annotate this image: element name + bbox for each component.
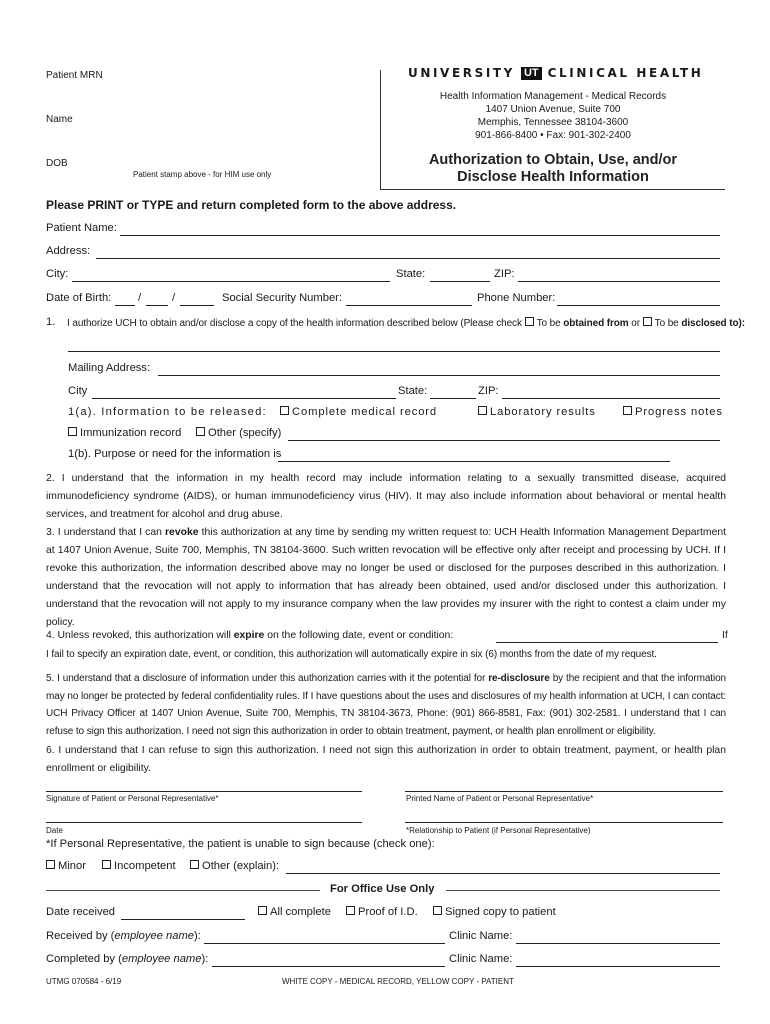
org-address-line1: 1407 Union Avenue, Suite 700 [485, 104, 621, 115]
all-complete-checkbox[interactable] [258, 906, 267, 915]
org-contact: 901-866-8400 • Fax: 901-302-2400 [475, 130, 631, 141]
recipient-city-label: City [68, 385, 88, 397]
lab-results-checkbox[interactable] [478, 406, 487, 415]
phone-field[interactable] [557, 305, 720, 306]
stamp-note: Patient stamp above - for HIM use only [133, 170, 272, 179]
other-explain-checkbox[interactable] [190, 860, 199, 869]
relationship-label: *Relationship to Patient (if Personal Representative) [406, 826, 591, 835]
recipient-city-field[interactable] [92, 398, 396, 399]
patient-name-stamp-label: Name [46, 114, 73, 125]
stamp-divider [380, 70, 381, 190]
info-released-label: 1(a). Information to be released: [68, 406, 267, 418]
other-info-option[interactable] [196, 427, 281, 439]
paragraph-3 [46, 524, 726, 632]
org-address-line2: Memphis, Tennessee 38104-3600 [477, 117, 629, 128]
expiration-field[interactable] [496, 642, 718, 643]
received-by-field[interactable] [204, 943, 445, 944]
signature-label: Signature of Patient or Personal Representative* [46, 794, 219, 803]
patient-name-field[interactable] [120, 235, 720, 236]
dob-month-field[interactable] [115, 305, 135, 306]
date-received-label: Date received [46, 906, 116, 918]
received-by-employee: employee name [114, 930, 195, 942]
other-info-checkbox[interactable] [196, 427, 205, 436]
zip-label: ZIP: [494, 268, 515, 280]
proof-id-checkbox[interactable] [346, 906, 355, 915]
form-title-line2: Disclose Health Information [457, 169, 649, 185]
mailing-address-field[interactable] [158, 375, 720, 376]
paragraph-4-if: If [722, 630, 728, 641]
paragraph-5-body: by the recipient and that the information may no longer be protected by federal confidentiality rules. If I have questions about the uses and disclosures of my health information at UCH, I can contact: UCH Privacy Officer at 1407 Union Avenue, Suite 700, Memphis, TN 38104-3673, Phone: (901) 866-8581, Fax: (901) 302-2581. I understand that I can refuse to sign this authorization. I need not sign this authorization in order to obtain treatment, payment, or health plan enrollment or eligibility. [46, 673, 726, 737]
recipient-state-label: State: [398, 385, 428, 397]
phone-label: Phone Number: [477, 292, 556, 304]
city-field[interactable] [72, 281, 390, 282]
printed-name-field[interactable] [405, 791, 723, 792]
address-label: Address: [46, 245, 91, 257]
completed-by-employee: employee name [121, 953, 202, 965]
dob-separator-1: / [138, 292, 142, 304]
uch-logo [408, 66, 726, 80]
obtain-prefix: To be [536, 318, 561, 329]
office-rule-right [446, 890, 720, 891]
minor-label: Minor [58, 860, 86, 872]
zip-field[interactable] [518, 281, 720, 282]
section1-number: 1. [46, 316, 56, 328]
signed-copy-label: Signed copy to patient [445, 906, 556, 918]
proof-id-option[interactable] [346, 906, 418, 918]
state-field[interactable] [430, 281, 490, 282]
paragraph-6: 6. I understand that I can refuse to sign this authorization. I need not sign this authorization in order to obtain treatment, payment, or health plan enrollment or eligibility. [46, 745, 726, 774]
section1-intro: I authorize UCH to obtain and/or disclose a copy of the health information described below (Please check [67, 318, 522, 329]
complete-record-checkbox[interactable] [280, 406, 289, 415]
completed-by-label [46, 953, 208, 965]
other-explain-field[interactable] [286, 873, 720, 874]
org-dept: Health Information Management - Medical Records [439, 91, 667, 102]
paragraph-4-intro: 4. Unless revoked, this authorization will [46, 630, 231, 641]
form-title [385, 152, 721, 186]
completed-by-prefix: Completed by ( [46, 953, 122, 965]
recipient-state-field[interactable] [430, 398, 476, 399]
immunization-option[interactable] [68, 427, 181, 439]
relationship-field[interactable] [405, 822, 723, 823]
paragraph-2: 2. I understand that the information in my health record may include information relating to a sexually transmitted disease, acquired immunodeficiency syndrome (AIDS), or human immunodeficiency virus (HIV). It may also include information about behavioral or mental health services, and treatment for alcohol and drug abuse. [46, 473, 726, 520]
state-label: State: [396, 268, 426, 280]
ut-logo-mark: UT [521, 67, 542, 80]
received-by-suffix: ): [194, 930, 201, 942]
progress-notes-label: Progress notes [635, 406, 723, 418]
complete-record-label: Complete medical record [292, 406, 438, 418]
recipient-zip-field[interactable] [502, 398, 720, 399]
completed-by-suffix: ): [201, 953, 209, 965]
all-complete-option[interactable] [258, 906, 331, 918]
office-use-header: For Office Use Only [330, 883, 435, 895]
clinic-name-field-2[interactable] [516, 966, 720, 967]
ssn-field[interactable] [346, 305, 472, 306]
printed-name-label: Printed Name of Patient or Personal Representative* [406, 794, 594, 803]
completed-by-field[interactable] [212, 966, 445, 967]
received-by-prefix: Received by ( [46, 930, 115, 942]
progress-notes-option[interactable] [623, 406, 723, 418]
proof-id-label: Proof of I.D. [358, 906, 418, 918]
paragraph-3-intro: 3. I understand that I can [46, 527, 162, 538]
form-id: UTMG 070584 - 6/19 [46, 977, 122, 986]
purpose-label: 1(b). Purpose or need for the information is [68, 448, 282, 460]
address-field[interactable] [96, 258, 720, 259]
dob-label: Date of Birth: [46, 292, 112, 304]
mailing-address-label: Mailing Address: [68, 362, 151, 374]
other-explain-option[interactable] [190, 860, 279, 872]
clinic-name-label-2: Clinic Name: [449, 953, 513, 965]
disclose-label: disclosed to): [681, 318, 745, 329]
date-field[interactable] [46, 822, 362, 823]
logo-university-text: UNIVERSITY [408, 66, 515, 80]
all-complete-label: All complete [270, 906, 331, 918]
signed-copy-checkbox[interactable] [433, 906, 442, 915]
section1-text [67, 317, 745, 329]
recipient-zip-label: ZIP: [478, 385, 499, 397]
disclose-prefix: To be [654, 318, 679, 329]
office-rule-left [46, 890, 320, 891]
recipient-name-field[interactable] [68, 351, 720, 352]
clinic-name-field-1[interactable] [516, 943, 720, 944]
lab-results-option[interactable] [478, 406, 596, 418]
obtain-checkbox[interactable] [525, 317, 534, 326]
minor-option[interactable] [46, 860, 86, 872]
other-explain-label: Other (explain): [202, 860, 280, 872]
or-label: or [631, 318, 640, 329]
obtain-label: obtained from [563, 318, 629, 329]
paragraph-5 [46, 670, 726, 740]
clinic-name-label-1: Clinic Name: [449, 930, 513, 942]
paragraph-5-intro: 5. I understand that a disclosure of information under this authorization carries with it the potential for [46, 673, 486, 684]
other-info-label: Other (specify) [208, 427, 282, 439]
copy-distribution: WHITE COPY - MEDICAL RECORD, YELLOW COPY - PATIENT [282, 977, 514, 986]
other-info-field[interactable] [288, 440, 720, 441]
received-by-label [46, 930, 201, 942]
incompetent-label: Incompetent [114, 860, 176, 872]
dob-day-field[interactable] [146, 305, 168, 306]
redisclosure-emphasis: re-disclosure [488, 673, 550, 684]
form-instruction: Please PRINT or TYPE and return completed form to the above address. [46, 198, 457, 212]
patient-name-label: Patient Name: [46, 222, 117, 234]
expire-emphasis: expire [233, 630, 265, 641]
date-received-field[interactable] [121, 919, 245, 920]
paragraph-4-line2: I fail to specify an expiration date, event, or condition, this authorization will automatically expire in six (6) months from the date of my request. [46, 649, 657, 660]
complete-record-option[interactable] [280, 406, 437, 418]
disclose-checkbox[interactable] [643, 317, 652, 326]
immunization-checkbox[interactable] [68, 427, 77, 436]
progress-notes-checkbox[interactable] [623, 406, 632, 415]
paragraph-3-body: this authorization at any time by sending my written request to: UCH Health Information Management Department at 1407 Union Avenue, Suite 700, Memphis, TN 38104-3600. Such written revocation will be effective only after receipt and processing by UCH. If I revoke this authorization, the information described above may no longer be used or disclosed for the purposes described in this authorization. I understand that the revocation will not apply to information that has already been obtained, used and/or disclosed under this authorization. I understand that the revocation will not apply to my insurance company when the law provides my insurer with the right to contest a claim under my policy. [46, 527, 727, 628]
signature-field[interactable] [46, 791, 362, 792]
ssn-label: Social Security Number: [222, 292, 342, 304]
city-label: City: [46, 268, 69, 280]
date-label: Date [46, 826, 63, 835]
paragraph-4-line1 [46, 630, 453, 641]
paragraph-4-condition: on the following date, event or condition: [267, 630, 454, 641]
minor-checkbox[interactable] [46, 860, 55, 869]
dob-year-field[interactable] [180, 305, 214, 306]
header-rule [380, 189, 725, 190]
purpose-field[interactable] [278, 461, 670, 462]
dob-stamp-label: DOB [46, 158, 68, 169]
incompetent-option[interactable] [102, 860, 176, 872]
revoke-emphasis: revoke [165, 527, 199, 538]
lab-results-label: Laboratory results [490, 406, 596, 418]
logo-clinical-health-text: CLINICAL HEALTH [547, 66, 704, 80]
patient-mrn-label: Patient MRN [46, 70, 103, 81]
org-address-block [385, 90, 721, 142]
rep-note: *If Personal Representative, the patient is unable to sign because (check one): [46, 838, 435, 850]
dob-separator-2: / [172, 292, 176, 304]
incompetent-checkbox[interactable] [102, 860, 111, 869]
immunization-label: Immunization record [80, 427, 182, 439]
form-title-line1: Authorization to Obtain, Use, and/or [428, 152, 678, 168]
signed-copy-option[interactable] [433, 906, 556, 918]
